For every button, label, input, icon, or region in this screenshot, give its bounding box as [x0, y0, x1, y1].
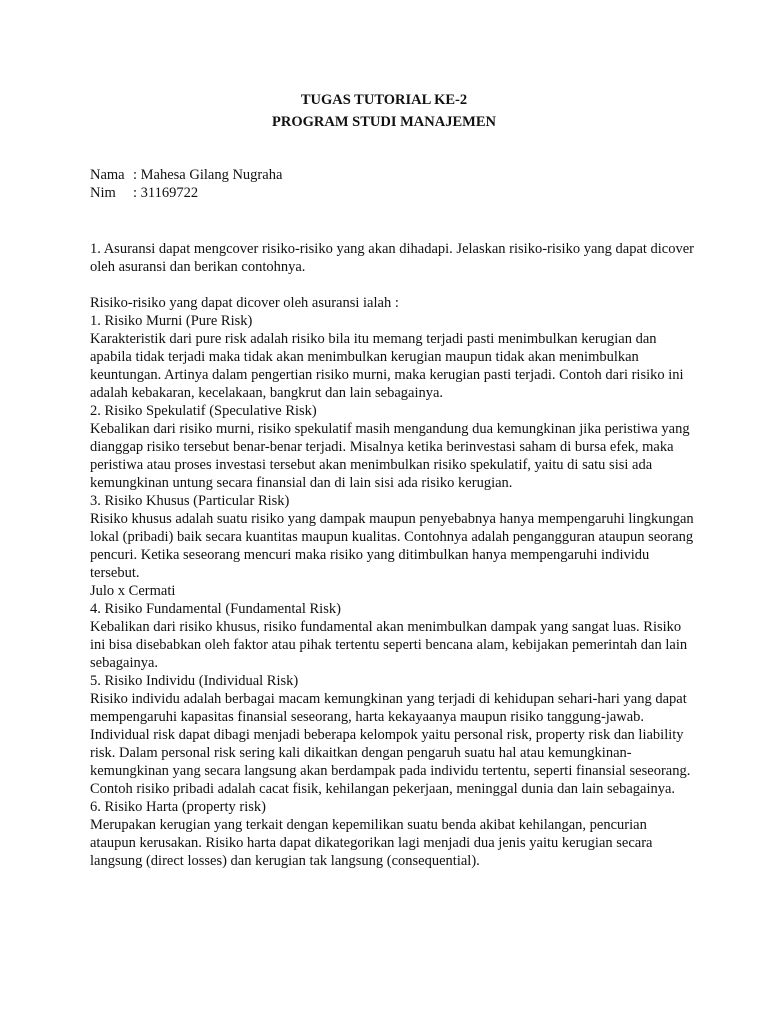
section-heading-individual-risk: 5. Risiko Individu (Individual Risk): [90, 673, 299, 689]
question-text: 1. Asuransi dapat mengcover risiko-risiko yang akan dihadapi. Jelaskan risiko-risiko yang dapat dicover oleh asuransi dan berikan contohnya.: [90, 241, 695, 275]
section-text-individual-risk: Risiko individu adalah berbagai macam kemungkinan yang terjadi di kehidupan sehari-hari yang dapat mempengaruhi kapasitas finansial seseorang, harta kekayaanya maupun risiko tanggung-jawab. Individual risk dapat dibagi menjadi beberapa kelompok yaitu personal risk, property risk dan liability risk. Dalam personal risk sering kali dikaitkan dengan pengaruh suatu hal atau kemungkinan-kemungkinan yang secara langsung akan berdampak pada individu tertentu, seperti finansial seseorang. Contoh risiko pribadi adalah cacat fisik, kehilangan pekerjaan, meninggal dunia dan lain sebagainya.: [90, 691, 691, 797]
section-text-fundamental-risk: Kebalikan dari risiko khusus, risiko fundamental akan menimbulkan dampak yang sangat luas. Risiko ini bisa disebabkan oleh faktor atau pihak tertentu seperti bencana alam, kebijakan pemerintah dan lain sebagainya.: [90, 619, 688, 671]
nim-label: Nim: [90, 185, 116, 201]
document-body: [90, 240, 696, 870]
document-subtitle: PROGRAM STUDI MANAJEMEN: [272, 114, 496, 130]
document-title: TUGAS TUTORIAL KE-2: [300, 92, 468, 108]
section-text-pure-risk: Karakteristik dari pure risk adalah risiko bila itu memang terjadi pasti menimbulkan kerugian dan apabila tidak terjadi maka tidak akan menimbulkan kerugian maupun tidak akan menimbulkan keuntungan. Artinya dalam pengertian risiko murni, maka kerugian pasti terjadi. Contoh dari risiko ini adalah kebakaran, kecelakaan, bangkrut dan lain sebagainya.: [90, 331, 684, 401]
answer-intro: Risiko-risiko yang dapat dicover oleh asuransi ialah :: [90, 295, 399, 311]
section-heading-fundamental-risk: 4. Risiko Fundamental (Fundamental Risk): [90, 601, 341, 617]
name-label: Nama: [90, 167, 125, 183]
name-value: : Mahesa Gilang Nugraha: [133, 167, 283, 183]
section-heading-speculative-risk: 2. Risiko Spekulatif (Speculative Risk): [90, 403, 317, 419]
paragraph-gap: [90, 276, 696, 294]
section-heading-particular-risk: 3. Risiko Khusus (Particular Risk): [90, 493, 290, 509]
nim-value: : 31169722: [133, 185, 199, 201]
name-row: [90, 166, 282, 184]
section-extra-line: Julo x Cermati: [90, 583, 176, 599]
nim-row: [90, 184, 282, 202]
student-identity: [90, 166, 282, 202]
section-text-speculative-risk: Kebalikan dari risiko murni, risiko spekulatif masih mengandung dua kemungkinan jika peristiwa yang dianggap risiko tersebut benar-benar terjadi. Misalnya ketika berinvestasi saham di bursa efek, maka peristiwa atau proses investasi tersebut akan menimbulkan risiko spekulatif, yaitu di satu sisi ada kemungkinan untung secara finansial dan di lain sisi ada risiko kerugian.: [90, 421, 690, 491]
section-text-particular-risk: Risiko khusus adalah suatu risiko yang dampak maupun penyebabnya hanya mempengaruhi lingkungan lokal (pribadi) baik secara kuantitas maupun kualitas. Contohnya adalah pengangguran ataupun seorang pencuri. Ketika seseorang mencuri maka risiko yang ditimbulkan hanya mempengaruhi individu tersebut.: [90, 511, 694, 581]
section-heading-pure-risk: 1. Risiko Murni (Pure Risk): [90, 313, 253, 329]
section-heading-property-risk: 6. Risiko Harta (property risk): [90, 799, 266, 815]
section-text-property-risk: Merupakan kerugian yang terkait dengan kepemilikan suatu benda akibat kehilangan, pencurian ataupun kerusakan. Risiko harta dapat dikategorikan lagi menjadi dua jenis yaitu kerugian secara langsung (direct losses) dan kerugian tak langsung (consequential).: [90, 817, 653, 869]
